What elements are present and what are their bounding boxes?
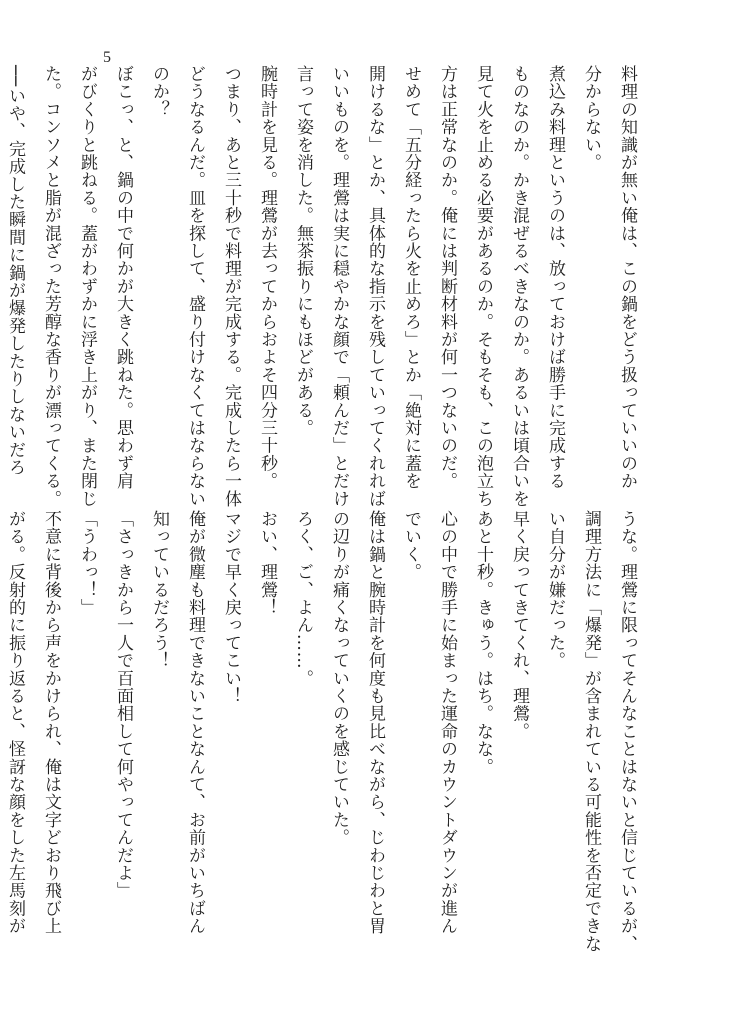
text-line: 開けるな」とか、具体的な指示を残していってくれれば bbox=[365, 65, 385, 508]
text-line: つまり、あと三十秒で料理が完成する。完成したら一体 bbox=[221, 65, 241, 508]
page-number: 5 bbox=[103, 49, 111, 66]
text-line: の辺りが痛くなっていくのを感じていた。 bbox=[329, 510, 349, 847]
text-line: 「さっきから一人で百面相して何やってんだよ」 bbox=[113, 510, 133, 900]
text-line: た。コンソメと脂が混ざった芳醇な香りが漂ってくる。 bbox=[41, 65, 61, 508]
text-line: 方は正常なのか。俺には判断材料が何一つないのだ。 bbox=[437, 65, 457, 490]
text-line: 言って姿を消した。無茶振りにもほどがある。 bbox=[293, 65, 313, 437]
text-line: でいく。 bbox=[401, 510, 421, 581]
text-line: 見て火を止める必要があるのか。そもそも、この泡立ち bbox=[473, 65, 493, 508]
text-line: 心の中で勝手に始まった運命のカウントダウンが進ん bbox=[437, 510, 457, 935]
text-block-top bbox=[5, 65, 645, 508]
text-line: 料理の知識が無い俺は、この鍋をどう扱っていいのか bbox=[617, 65, 637, 490]
text-line: おい、理鶯！ bbox=[257, 510, 277, 617]
text-line: 知っているだろう！ bbox=[149, 510, 169, 670]
text-line: ろく、ご、よん……。 bbox=[293, 510, 313, 687]
text-line: 不意に背後から声をかけられ、俺は文字どおり飛び上 bbox=[41, 510, 61, 935]
text-line: うな。理鶯に限ってそんなことはないと信じているが、 bbox=[617, 510, 637, 953]
text-line: せめて「五分経ったら火を止めろ」とか「絶対に蓋を bbox=[401, 65, 421, 490]
text-line: マジで早く戻ってこい！ bbox=[221, 510, 241, 705]
text-line: ──いや、完成した瞬間に鍋が爆発したりしないだろ bbox=[5, 65, 25, 477]
text-line: ぼこっ、と、鍋の中で何かが大きく跳ねた。思わず肩 bbox=[113, 65, 133, 490]
text-line: がびくりと跳ねる。蓋がわずかに浮き上がり、また閉じ bbox=[77, 65, 97, 508]
text-line: のか？ bbox=[149, 65, 169, 119]
text-line: 早く戻ってきてくれ、理鶯。 bbox=[509, 510, 529, 741]
text-line: がる。反射的に振り返ると、怪訝な顔をした左馬刻が bbox=[5, 510, 25, 935]
text-line: 煮込み料理というのは、放っておけば勝手に完成する bbox=[545, 65, 565, 490]
text-line: 調理方法に「爆発」が含まれている可能性を否定できな bbox=[581, 510, 601, 953]
text-block-bottom bbox=[5, 510, 645, 953]
text-line: い自分が嫌だった。 bbox=[545, 510, 565, 670]
text-line: 「うわっ！」 bbox=[77, 510, 97, 617]
text-line: 俺は鍋と腕時計を何度も見比べながら、じわじわと胃 bbox=[365, 510, 385, 935]
text-line: あと十秒。きゅう。はち。なな。 bbox=[473, 510, 493, 776]
text-line: どうなるんだ。皿を探して、盛り付けなくてはならない bbox=[185, 65, 205, 508]
text-line: ものなのか。かき混ぜるべきなのか。あるいは頃合いを bbox=[509, 65, 529, 508]
text-line: 腕時計を見る。理鶯が去ってからおよそ四分三十秒。 bbox=[257, 65, 277, 490]
text-line: 分からない。 bbox=[581, 65, 601, 172]
text-line: 俺が微塵も料理できないことなんて、お前がいちばん bbox=[185, 510, 205, 935]
text-line: いいものを。理鶯は実に穏やかな顔で「頼んだ」とだけ bbox=[329, 65, 349, 508]
